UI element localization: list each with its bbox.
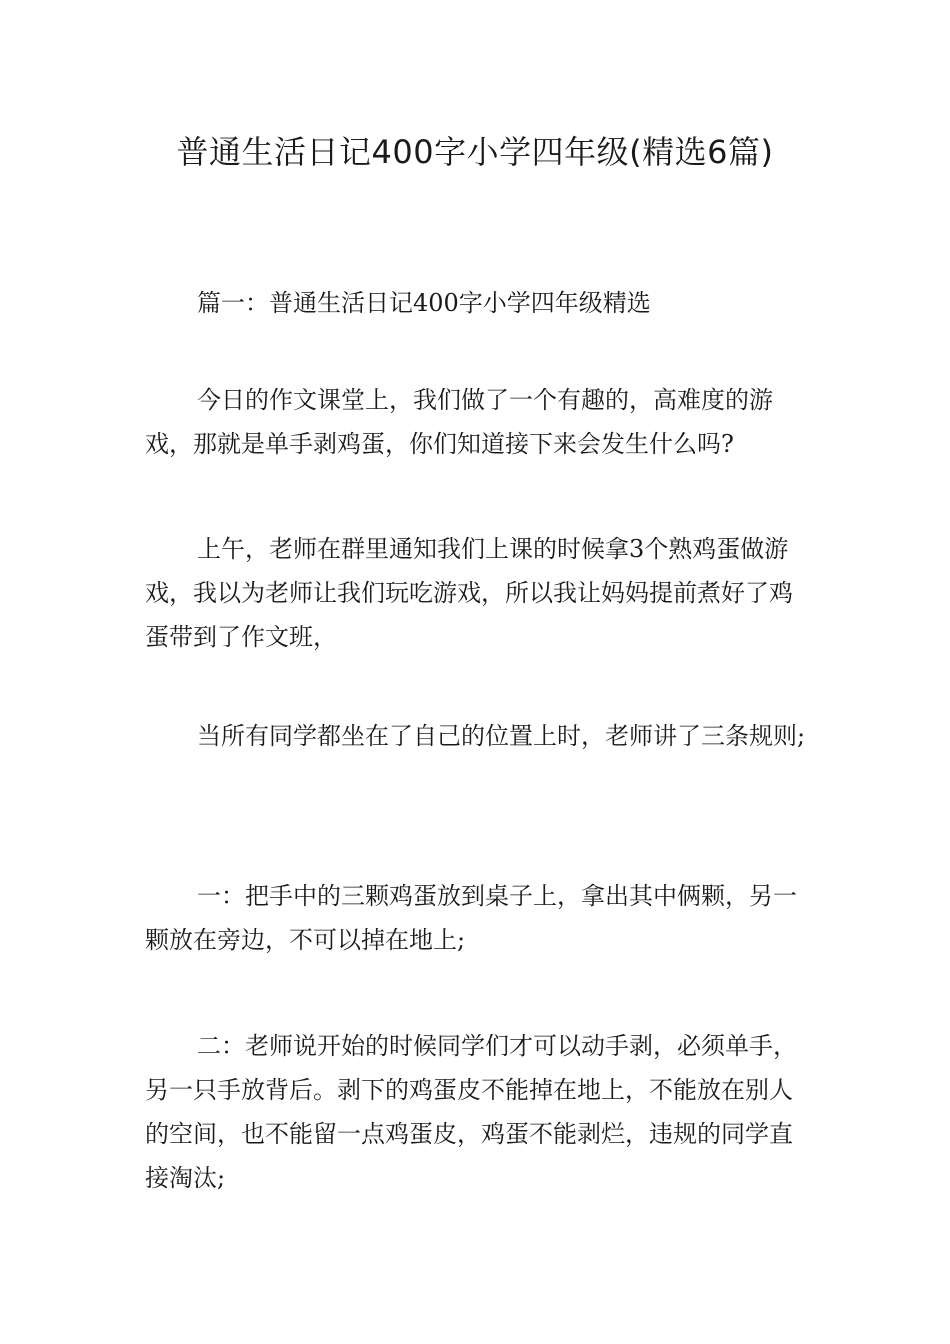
paragraph-3: 当所有同学都坐在了自己的位置上时，老师讲了三条规则; <box>197 722 806 750</box>
paragraph-1: 今日的作文课堂上，我们做了一个有趣的，高难度的游戏，那就是单手剥鸡蛋，你们知道接下来会发生什么吗? <box>145 386 773 458</box>
document-title: 普通生活日记400字小学四年级(精选6篇) <box>176 133 774 171</box>
section-heading: 篇一：普通生活日记400字小学四年级精选 <box>197 289 651 317</box>
paragraph-4: 一：把手中的三颗鸡蛋放到桌子上，拿出其中俩颗，另一颗放在旁边，不可以掉在地上; <box>145 882 797 954</box>
paragraph-5: 二：老师说开始的时候同学们才可以动手剥，必须单手，另一只手放背后。剥下的鸡蛋皮不能掉在地上，不能放在别人的空间，也不能留一点鸡蛋皮，鸡蛋不能剥烂，违规的同学直接淘汰; <box>145 1032 797 1192</box>
paragraph-2: 上午，老师在群里通知我们上课的时候拿3个熟鸡蛋做游戏，我以为老师让我们玩吃游戏，所以我让妈妈提前煮好了鸡蛋带到了作文班， <box>145 535 793 651</box>
